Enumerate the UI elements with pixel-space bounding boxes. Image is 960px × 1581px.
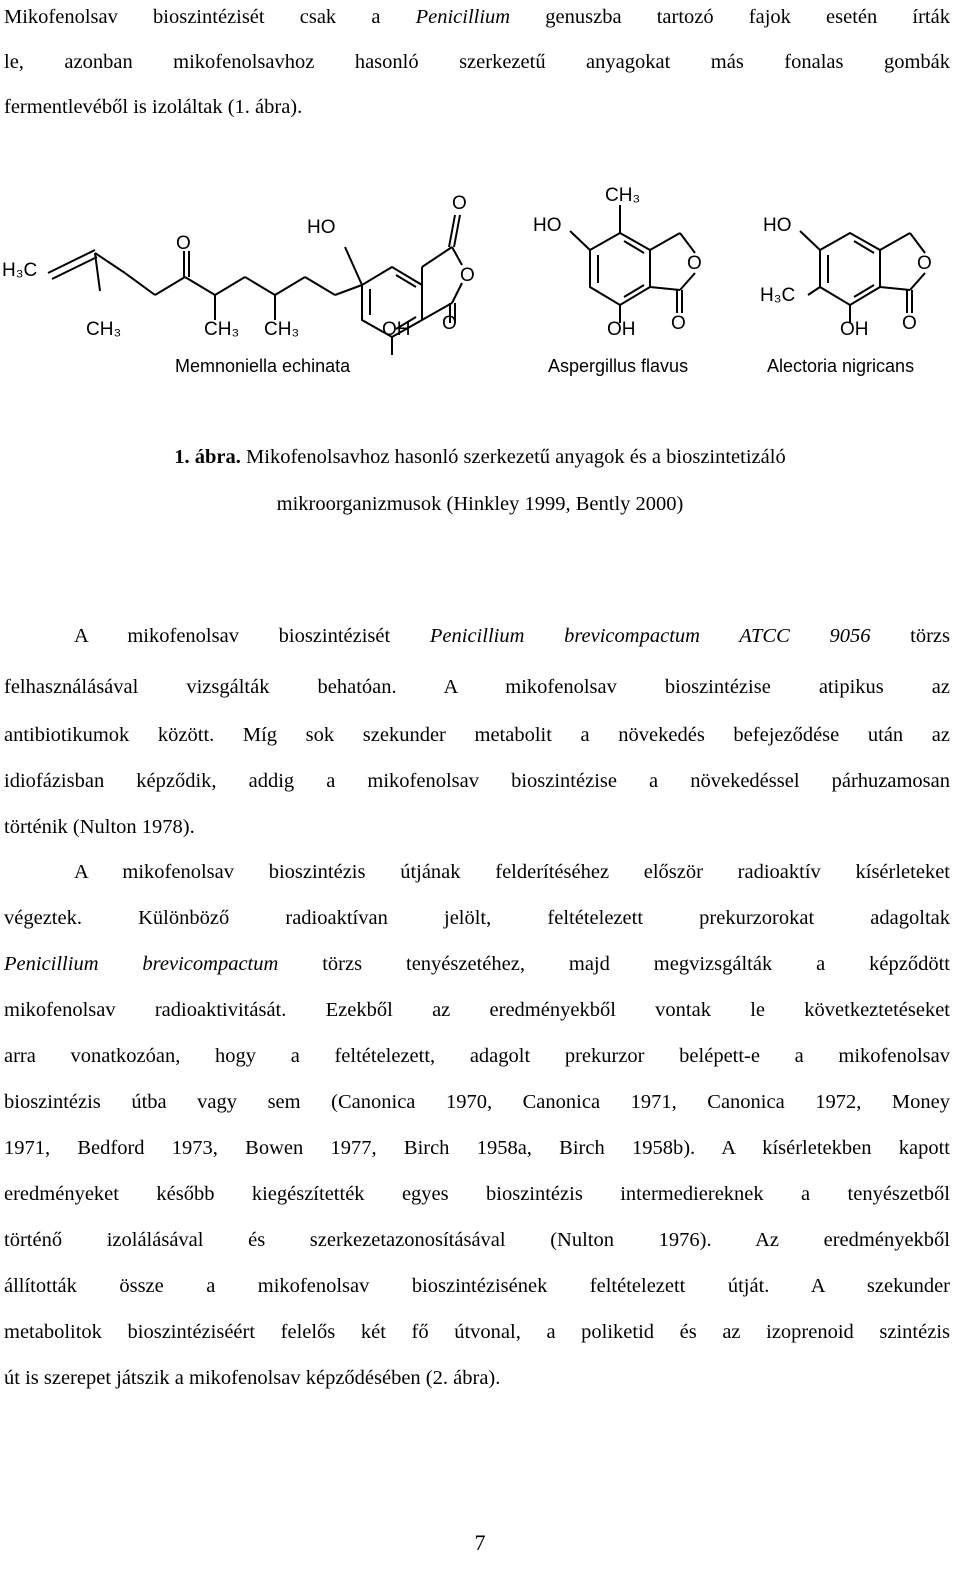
figure-caption-line1 xyxy=(0,435,960,480)
caption-text: Mikofenolsavhoz hasonló szerkezetű anyagok és a bioszintetizáló xyxy=(240,446,786,468)
paragraph2-line2: felhasználásával vizsgálták behatóan. A mikofenolsav bioszintézise atipikus az xyxy=(4,676,950,698)
figure-caption-line2: mikroorganizmusok (Hinkley 1999, Bently 2000) xyxy=(276,493,684,515)
atom-label: O xyxy=(452,193,467,214)
atom-label: CH₃ xyxy=(264,319,300,340)
paragraph2-line1 xyxy=(4,614,950,659)
alectoria-structure xyxy=(800,231,925,323)
paragraph3-line12: út is szerepet játszik a mikofenolsav képződésében (2. ábra). xyxy=(4,1367,501,1389)
atom-label: O xyxy=(442,313,457,334)
atom-label: O xyxy=(917,253,932,274)
atom-label: CH₃ xyxy=(204,319,240,340)
paragraph3-line11: metabolitok bioszintéziséért felelős két fő útvonal, a poliketid és az izoprenoid szintézis xyxy=(4,1321,950,1343)
paragraph3-line9: történő izolálásával és szerkezetazonosításával (Nulton 1976). Az eredményekből xyxy=(4,1229,950,1251)
atom-label: O xyxy=(902,313,917,334)
text: törzs xyxy=(870,625,950,647)
atom-label: O xyxy=(671,313,686,334)
strain-name: Penicillium brevicompactum ATCC 9056 xyxy=(429,625,871,647)
text: törzs tenyészetéhez, majd megvizsgálták a képződött xyxy=(278,953,950,975)
caption-number: 1. ábra. xyxy=(174,446,241,468)
page-number: 7 xyxy=(474,1530,486,1555)
paragraph3-line1: A mikofenolsav bioszintézis útjának felderítéséhez először radioaktív kísérleteket xyxy=(74,861,950,883)
paragraph-intro-line2: le, azonban mikofenolsavhoz hasonló szerkezetű anyagokat más fonalas gombák xyxy=(4,51,950,73)
paragraph-intro-line3: fermentlevéből is izoláltak (1. ábra). xyxy=(4,96,303,118)
paragraph2-line4: idiofázisban képződik, addig a mikofenolsav bioszintézise a növekedéssel párhuzamosan xyxy=(4,770,950,792)
genus-name: Penicillium xyxy=(415,6,511,28)
paragraph3-line3 xyxy=(4,942,950,987)
species-name: Penicillium brevicompactum xyxy=(4,953,279,975)
atom-label: OH xyxy=(607,319,636,340)
atom-label: O xyxy=(687,253,702,274)
atom-label: HO xyxy=(533,215,562,236)
paragraph3-line7: 1971, Bedford 1973, Bowen 1977, Birch 1958a, Birch 1958b). A kísérletekben kapott xyxy=(4,1137,950,1159)
paragraph3-line2: végeztek. Különböző radioaktívan jelölt, feltételezett prekurzorokat adagoltak xyxy=(4,907,950,929)
atom-label: OH xyxy=(840,319,869,340)
paragraph3-line6: bioszintézis útba vagy sem (Canonica 1970, Canonica 1971, Canonica 1972, Money xyxy=(4,1091,950,1113)
atom-label: H₃C xyxy=(760,285,796,306)
atom-label: O xyxy=(176,233,191,254)
paragraph2-line5: történik (Nulton 1978). xyxy=(4,816,195,838)
figure-chemical-structures xyxy=(0,165,960,395)
atom-label: HO xyxy=(763,215,792,236)
atom-label: O xyxy=(460,265,475,286)
paragraph3-line10: állították össze a mikofenolsav bioszintézisének feltételezett útját. A szekunder xyxy=(4,1275,950,1297)
aspergillus-structure xyxy=(570,205,695,323)
paragraph3-line8: eredményeket később kiegészítették egyes bioszintézis intermediereknek a tenyészetből xyxy=(4,1183,950,1205)
atom-label: HO xyxy=(307,217,336,238)
text: Mikofenolsav bioszintézisét csak a xyxy=(4,6,416,28)
organism-label-alectoria: Alectoria nigricans xyxy=(767,356,915,376)
text: genuszba tartozó fajok esetén írták xyxy=(510,6,950,28)
text: A mikofenolsav bioszintézisét xyxy=(74,625,430,647)
atom-label: OH xyxy=(382,319,411,340)
atom-label: CH₃ xyxy=(605,185,641,206)
organism-label-memnoniella: Memnoniella echinata xyxy=(175,356,351,376)
paragraph3-line4: mikofenolsav radioaktivitását. Ezekből az eredményekből vontak le következtetéseket xyxy=(4,999,950,1021)
atom-label: H₃C xyxy=(2,260,38,281)
paragraph2-line3: antibiotikumok között. Míg sok szekunder metabolit a növekedés befejeződése után az xyxy=(4,724,950,746)
paragraph3-line5: arra vonatkozóan, hogy a feltételezett, adagolt prekurzor belépett-e a mikofenolsav xyxy=(4,1045,950,1067)
atom-label: CH₃ xyxy=(86,319,122,340)
organism-label-aspergillus: Aspergillus flavus xyxy=(548,356,689,376)
paragraph-intro-line1 xyxy=(4,0,950,40)
